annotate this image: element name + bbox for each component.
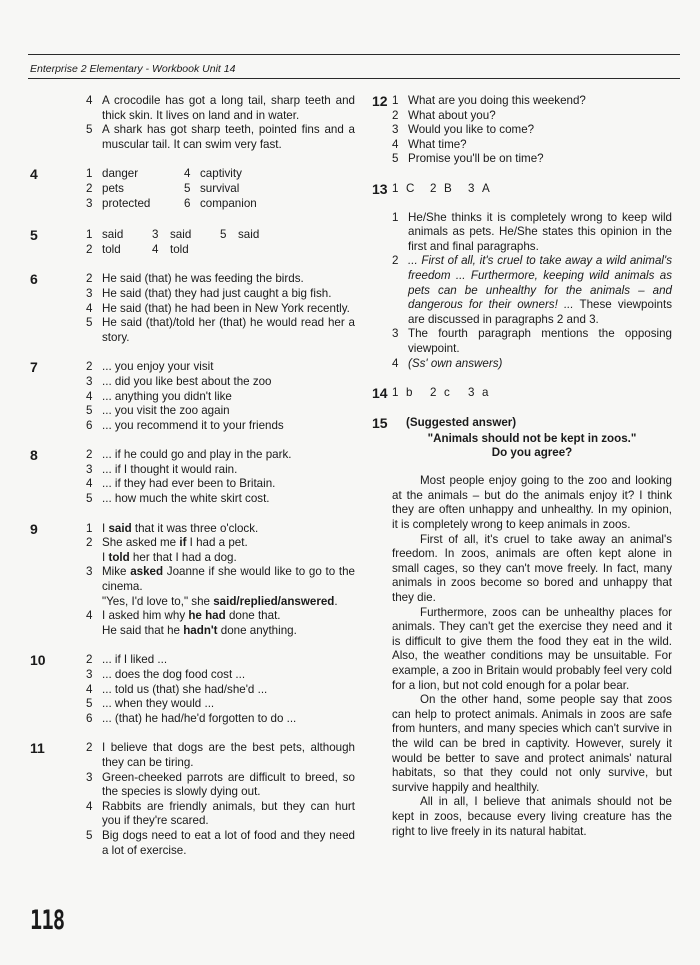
list-item: 2 ... if he could go and play in the park. [86, 448, 292, 462]
list-item: 2 What about you? [392, 108, 496, 122]
list-item: 5 Promise you'll be on time? [392, 152, 544, 166]
exercise-6 [30, 272, 355, 345]
list-item: 2 ... if I liked ... [86, 653, 168, 667]
essay-paragraph: Most people enjoy going to the zoo and looking at the animals – but do the animals enjoy it? I think they are often unhappy and unhealthy. In my opinion, it is completely wrong to keep animals in zoos. [392, 474, 672, 532]
exercise-number: 4 [30, 166, 38, 183]
list-item: 3 ... if I thought it would rain. [86, 462, 238, 476]
list-item: 6 ... (that) he had/he'd forgotten to do ... [86, 711, 297, 725]
answer-grid: 1 danger 4 captivity 2 pets 5 survival 3 protected 6 companion [86, 167, 257, 210]
left-column [30, 94, 355, 873]
exercise-7 [30, 360, 355, 433]
list-item: 5 ... how much the white skirt cost. [86, 492, 270, 506]
list-item: 2 I believe that dogs are the best pets, although they can be tiring. [86, 741, 355, 769]
list-item: 5 ... you visit the zoo again [86, 404, 230, 418]
exercise-number: 8 [30, 447, 38, 464]
essay-body [392, 474, 672, 839]
list-item-continuation: I told her that I had a dog. [102, 550, 237, 564]
list-item: 3 Mike asked Joanne if she would like to go to the cinema. [86, 565, 355, 594]
list-item: 3 Would you like to come? [392, 123, 535, 137]
answer-row: 1 b 2 c 3 a [392, 386, 489, 400]
list-item: 3 He said (that) they had just caught a big fish. [86, 286, 332, 300]
header-top-rule [28, 54, 680, 55]
list-item: 4 What time? [392, 137, 467, 151]
list-item: 4 ... if they had ever been to Britain. [86, 477, 276, 491]
suggested-answer-label: (Suggested answer) [406, 415, 517, 429]
exercise-10 [30, 653, 355, 726]
list-item: 3 ... did you like best about the zoo [86, 374, 272, 388]
exercise-11 [30, 741, 355, 858]
list-item: 2 ... you enjoy your visit [86, 360, 214, 374]
answer-grid: 1 said 3 said 5 said 2 told 4 told [86, 228, 260, 256]
exercise-number: 10 [30, 652, 46, 669]
exercise-5 [30, 228, 355, 257]
exercise-number: 12 [372, 93, 388, 109]
right-column [372, 94, 672, 854]
list-item-continuation: "Yes, I'd love to," she said/replied/answered. [102, 594, 338, 608]
list-item: 5 Big dogs need to eat a lot of food and they need a lot of exercise. [86, 828, 355, 857]
exercise-number: 5 [30, 227, 38, 244]
exercise-8 [30, 448, 355, 506]
exercise-14 [372, 386, 672, 401]
exercise-3-continued [30, 94, 355, 152]
exercise-12 [372, 94, 672, 167]
list-item: 5 He said (that)/told her (that) he would read her a story. [86, 316, 355, 344]
exercise-number: 9 [30, 520, 38, 537]
exercise-number: 13 [372, 180, 388, 197]
list-item: 4 Rabbits are friendly animals, but they can hurt you if they're scared. [86, 799, 355, 828]
list-item: 6 ... you recommend it to your friends [86, 418, 284, 432]
exercise-13 [372, 182, 672, 371]
essay-title: "Animals should not be kept in zoos." Do you agree? [427, 432, 637, 460]
essay-paragraph: On the other hand, some people say that zoos can help to protect animals. Animals in zoos are safe from hunters, and many species which can't survive in the wild can be bred in captivity. However, surely it would be better to save and protect animals' natural habitats, so that they could not only survive, but survive happily and healthily. [392, 693, 672, 794]
exercise-9 [30, 522, 355, 639]
list-item-continuation: He said that he hadn't done anything. [102, 623, 297, 637]
list-item: 4 A crocodile has got a long tail, sharp teeth and thick skin. It lives on land and in water. [86, 94, 355, 122]
exercise-4 [30, 167, 355, 211]
list-item: 3 Green-cheeked parrots are difficult to breed, so the species is slowly dying out. [86, 770, 355, 799]
list-item: 4 He said (that) he had been in New York recently. [86, 301, 350, 315]
list-item: 1 I said that it was three o'clock. [86, 521, 259, 535]
list-item: 1 He/She thinks it is completely wrong to keep wild animals as pets. He/She states this opinion in the first and final paragraphs. [392, 210, 672, 253]
header-bottom-rule [28, 78, 680, 79]
list-item: 3 The fourth paragraph mentions the opposing viewpoint. [392, 327, 672, 355]
list-item: 2 He said (that) he was feeding the birds. [86, 272, 304, 286]
list-item: 1 What are you doing this weekend? [392, 94, 586, 107]
list-item: 2 She asked me if I had a pet. [86, 536, 248, 550]
list-item: 4 (Ss' own answers) [392, 356, 503, 370]
list-item: 4 ... told us (that) she had/she'd ... [86, 682, 268, 696]
list-item: 4 ... anything you didn't like [86, 389, 232, 403]
exercise-number: 7 [30, 359, 38, 376]
header-title: Enterprise 2 Elementary - Workbook Unit 14 [30, 63, 236, 75]
page-number: 118 [30, 905, 65, 936]
list-item: 5 ... when they would ... [86, 697, 215, 711]
exercise-number: 15 [372, 414, 388, 431]
list-item: 2 ... First of all, it's cruel to take away a wild animal's freedom ... Furthermore, keeping wild animals as pets can be unhealthy for the animals – and dangerous for their owners! ... These viewpoints are discussed in paragraphs 2 and 3. [392, 254, 672, 326]
exercise-number: 11 [30, 740, 45, 757]
list-item: 4 I asked him why he had done that. [86, 609, 281, 623]
answer-row: 1 C 2 B 3 A [392, 181, 490, 195]
essay-paragraph: Furthermore, zoos can be unhealthy places for animals. They can't get the exercise they need and it is difficult to give them the food they eat in the wild. Also, the weather conditions may be unsuitable. For example, a zoo in Britain would probably feel very cold for a lion, but not cold enough for a polar bear. [392, 605, 672, 692]
list-item: 5 A shark has got sharp teeth, pointed fins and a muscular tail. It can swim very fast. [86, 123, 355, 151]
essay-paragraph: First of all, it's cruel to take away an animal's freedom. In zoos, animals are often kept alone in small cages, so they can't move freely. In fact, many animals in zoos become so bored and unhappy that they die. [392, 532, 672, 605]
essay-paragraph: All in all, I believe that animals should not be kept in zoos, because every living creature has the right to live freely in its natural habitat. [392, 795, 672, 838]
exercise-number: 14 [372, 385, 388, 402]
exercise-number: 6 [30, 271, 38, 288]
exercise-15 [372, 416, 672, 839]
list-item: 3 ... does the dog food cost ... [86, 668, 246, 681]
